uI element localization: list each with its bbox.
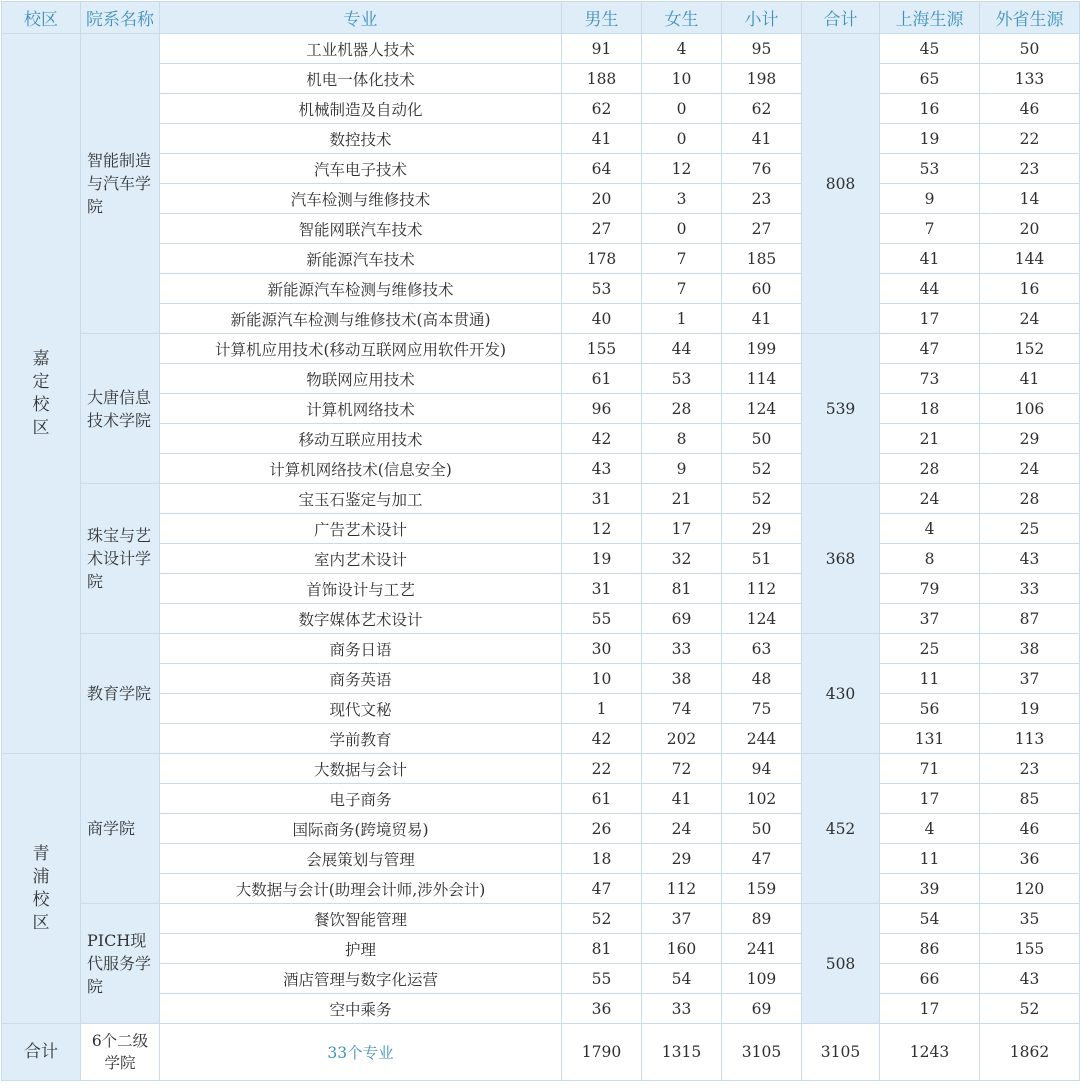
college-cell: 商学院 xyxy=(81,754,160,904)
shanghai-cell: 56 xyxy=(880,694,980,724)
major-cell: 工业机器人技术 xyxy=(160,34,562,64)
table-header xyxy=(2,2,1080,34)
table-row xyxy=(2,334,1080,364)
header-campus: 校区 xyxy=(2,2,81,34)
subtotal-cell: 112 xyxy=(722,574,802,604)
shanghai-cell: 37 xyxy=(880,604,980,634)
female-cell: 160 xyxy=(642,934,722,964)
major-cell: 计算机应用技术(移动互联网应用软件开发) xyxy=(160,334,562,364)
female-cell: 202 xyxy=(642,724,722,754)
male-cell: 178 xyxy=(562,244,642,274)
major-cell: 汽车电子技术 xyxy=(160,154,562,184)
college-cell: PICH现代服务学院 xyxy=(81,904,160,1024)
subtotal-cell: 159 xyxy=(722,874,802,904)
shanghai-cell: 79 xyxy=(880,574,980,604)
subtotal-cell: 41 xyxy=(722,124,802,154)
college-total-cell: 508 xyxy=(802,904,880,1024)
college-cell: 大唐信息技术学院 xyxy=(81,334,160,484)
shanghai-cell: 9 xyxy=(880,184,980,214)
female-cell: 1 xyxy=(642,304,722,334)
table-row xyxy=(2,844,1080,874)
table-row xyxy=(2,994,1080,1024)
other-province-cell: 152 xyxy=(980,334,1080,364)
shanghai-cell: 16 xyxy=(880,94,980,124)
other-province-cell: 46 xyxy=(980,814,1080,844)
male-cell: 62 xyxy=(562,94,642,124)
major-cell: 数控技术 xyxy=(160,124,562,154)
shanghai-cell: 71 xyxy=(880,754,980,784)
shanghai-cell: 45 xyxy=(880,34,980,64)
male-cell: 27 xyxy=(562,214,642,244)
header-row xyxy=(2,2,1080,34)
female-cell: 33 xyxy=(642,994,722,1024)
other-province-cell: 155 xyxy=(980,934,1080,964)
male-cell: 53 xyxy=(562,274,642,304)
female-cell: 32 xyxy=(642,544,722,574)
shanghai-cell: 53 xyxy=(880,154,980,184)
header-male: 男生 xyxy=(562,2,642,34)
shanghai-cell: 18 xyxy=(880,394,980,424)
subtotal-cell: 63 xyxy=(722,634,802,664)
female-cell: 24 xyxy=(642,814,722,844)
major-cell: 酒店管理与数字化运营 xyxy=(160,964,562,994)
subtotal-cell: 94 xyxy=(722,754,802,784)
subtotal-cell: 51 xyxy=(722,544,802,574)
subtotal-cell: 50 xyxy=(722,814,802,844)
other-province-cell: 43 xyxy=(980,964,1080,994)
female-cell: 38 xyxy=(642,664,722,694)
campus-cell: 嘉定校区 xyxy=(2,34,81,754)
major-cell: 物联网应用技术 xyxy=(160,364,562,394)
table-row xyxy=(2,274,1080,304)
major-cell: 餐饮智能管理 xyxy=(160,904,562,934)
summary-total-cell: 3105 xyxy=(802,1024,880,1081)
other-province-cell: 33 xyxy=(980,574,1080,604)
other-province-cell: 19 xyxy=(980,694,1080,724)
female-cell: 9 xyxy=(642,454,722,484)
other-province-cell: 37 xyxy=(980,664,1080,694)
male-cell: 30 xyxy=(562,634,642,664)
summary-major-cell: 33个专业 xyxy=(160,1024,562,1081)
other-province-cell: 24 xyxy=(980,304,1080,334)
major-cell: 商务英语 xyxy=(160,664,562,694)
table-row xyxy=(2,634,1080,664)
table-row xyxy=(2,694,1080,724)
subtotal-cell: 198 xyxy=(722,64,802,94)
summary-female-cell: 1315 xyxy=(642,1024,722,1081)
header-subtotal: 小计 xyxy=(722,2,802,34)
college-total-cell: 368 xyxy=(802,484,880,634)
female-cell: 41 xyxy=(642,784,722,814)
male-cell: 42 xyxy=(562,724,642,754)
female-cell: 0 xyxy=(642,94,722,124)
header-major: 专业 xyxy=(160,2,562,34)
major-cell: 商务日语 xyxy=(160,634,562,664)
subtotal-cell: 60 xyxy=(722,274,802,304)
shanghai-cell: 4 xyxy=(880,514,980,544)
female-cell: 74 xyxy=(642,694,722,724)
major-cell: 国际商务(跨境贸易) xyxy=(160,814,562,844)
table-row xyxy=(2,814,1080,844)
shanghai-cell: 21 xyxy=(880,424,980,454)
shanghai-cell: 7 xyxy=(880,214,980,244)
other-province-cell: 36 xyxy=(980,844,1080,874)
subtotal-cell: 185 xyxy=(722,244,802,274)
header-total: 合计 xyxy=(802,2,880,34)
enrollment-table xyxy=(1,1,1080,1081)
table-row xyxy=(2,244,1080,274)
subtotal-cell: 199 xyxy=(722,334,802,364)
other-province-cell: 144 xyxy=(980,244,1080,274)
shanghai-cell: 25 xyxy=(880,634,980,664)
major-cell: 计算机网络技术 xyxy=(160,394,562,424)
table-row xyxy=(2,454,1080,484)
other-province-cell: 50 xyxy=(980,34,1080,64)
female-cell: 3 xyxy=(642,184,722,214)
subtotal-cell: 89 xyxy=(722,904,802,934)
male-cell: 188 xyxy=(562,64,642,94)
male-cell: 36 xyxy=(562,994,642,1024)
subtotal-cell: 27 xyxy=(722,214,802,244)
other-province-cell: 25 xyxy=(980,514,1080,544)
female-cell: 29 xyxy=(642,844,722,874)
table-row xyxy=(2,484,1080,514)
male-cell: 47 xyxy=(562,874,642,904)
female-cell: 112 xyxy=(642,874,722,904)
shanghai-cell: 65 xyxy=(880,64,980,94)
summary-male-cell: 1790 xyxy=(562,1024,642,1081)
table-row xyxy=(2,184,1080,214)
major-cell: 移动互联应用技术 xyxy=(160,424,562,454)
other-province-cell: 85 xyxy=(980,784,1080,814)
major-cell: 机电一体化技术 xyxy=(160,64,562,94)
table-row xyxy=(2,724,1080,754)
female-cell: 0 xyxy=(642,214,722,244)
shanghai-cell: 41 xyxy=(880,244,980,274)
table-row xyxy=(2,64,1080,94)
other-province-cell: 38 xyxy=(980,634,1080,664)
shanghai-cell: 24 xyxy=(880,484,980,514)
major-cell: 空中乘务 xyxy=(160,994,562,1024)
table-row xyxy=(2,964,1080,994)
major-cell: 学前教育 xyxy=(160,724,562,754)
male-cell: 81 xyxy=(562,934,642,964)
table-row xyxy=(2,784,1080,814)
other-province-cell: 133 xyxy=(980,64,1080,94)
female-cell: 72 xyxy=(642,754,722,784)
campus-cell: 青浦校区 xyxy=(2,754,81,1024)
female-cell: 21 xyxy=(642,484,722,514)
female-cell: 12 xyxy=(642,154,722,184)
table-row xyxy=(2,394,1080,424)
female-cell: 54 xyxy=(642,964,722,994)
major-cell: 宝玉石鉴定与加工 xyxy=(160,484,562,514)
male-cell: 42 xyxy=(562,424,642,454)
summary-shanghai-cell: 1243 xyxy=(880,1024,980,1081)
table-row xyxy=(2,304,1080,334)
summary-other-province-cell: 1862 xyxy=(980,1024,1080,1081)
header-college: 院系名称 xyxy=(81,2,160,34)
other-province-cell: 16 xyxy=(980,274,1080,304)
subtotal-cell: 48 xyxy=(722,664,802,694)
subtotal-cell: 124 xyxy=(722,604,802,634)
major-cell: 新能源汽车检测与维修技术(高本贯通) xyxy=(160,304,562,334)
male-cell: 10 xyxy=(562,664,642,694)
major-cell: 机械制造及自动化 xyxy=(160,94,562,124)
subtotal-cell: 114 xyxy=(722,364,802,394)
male-cell: 19 xyxy=(562,544,642,574)
other-province-cell: 23 xyxy=(980,754,1080,784)
table-row xyxy=(2,424,1080,454)
college-total-cell: 808 xyxy=(802,34,880,334)
major-cell: 新能源汽车检测与维修技术 xyxy=(160,274,562,304)
male-cell: 31 xyxy=(562,574,642,604)
subtotal-cell: 23 xyxy=(722,184,802,214)
shanghai-cell: 54 xyxy=(880,904,980,934)
other-province-cell: 120 xyxy=(980,874,1080,904)
table-row xyxy=(2,664,1080,694)
major-cell: 汽车检测与维修技术 xyxy=(160,184,562,214)
major-cell: 室内艺术设计 xyxy=(160,544,562,574)
subtotal-cell: 241 xyxy=(722,934,802,964)
other-province-cell: 14 xyxy=(980,184,1080,214)
college-total-cell: 452 xyxy=(802,754,880,904)
major-cell: 大数据与会计 xyxy=(160,754,562,784)
table-row xyxy=(2,754,1080,784)
header-shanghai: 上海生源 xyxy=(880,2,980,34)
male-cell: 40 xyxy=(562,304,642,334)
shanghai-cell: 8 xyxy=(880,544,980,574)
table-row xyxy=(2,604,1080,634)
shanghai-cell: 66 xyxy=(880,964,980,994)
female-cell: 69 xyxy=(642,604,722,634)
table-row xyxy=(2,124,1080,154)
shanghai-cell: 73 xyxy=(880,364,980,394)
table-row xyxy=(2,874,1080,904)
table-row xyxy=(2,94,1080,124)
other-province-cell: 52 xyxy=(980,994,1080,1024)
other-province-cell: 106 xyxy=(980,394,1080,424)
major-cell: 计算机网络技术(信息安全) xyxy=(160,454,562,484)
college-total-cell: 539 xyxy=(802,334,880,484)
shanghai-cell: 28 xyxy=(880,454,980,484)
college-cell: 珠宝与艺术设计学院 xyxy=(81,484,160,634)
other-province-cell: 29 xyxy=(980,424,1080,454)
shanghai-cell: 17 xyxy=(880,304,980,334)
other-province-cell: 46 xyxy=(980,94,1080,124)
other-province-cell: 113 xyxy=(980,724,1080,754)
subtotal-cell: 41 xyxy=(722,304,802,334)
female-cell: 81 xyxy=(642,574,722,604)
shanghai-cell: 11 xyxy=(880,844,980,874)
major-cell: 大数据与会计(助理会计师,涉外会计) xyxy=(160,874,562,904)
major-cell: 首饰设计与工艺 xyxy=(160,574,562,604)
table-row xyxy=(2,574,1080,604)
college-cell: 教育学院 xyxy=(81,634,160,754)
male-cell: 96 xyxy=(562,394,642,424)
subtotal-cell: 75 xyxy=(722,694,802,724)
major-cell: 护理 xyxy=(160,934,562,964)
male-cell: 155 xyxy=(562,334,642,364)
shanghai-cell: 17 xyxy=(880,784,980,814)
female-cell: 7 xyxy=(642,244,722,274)
subtotal-cell: 95 xyxy=(722,34,802,64)
female-cell: 44 xyxy=(642,334,722,364)
male-cell: 41 xyxy=(562,124,642,154)
other-province-cell: 28 xyxy=(980,484,1080,514)
major-cell: 电子商务 xyxy=(160,784,562,814)
header-female: 女生 xyxy=(642,2,722,34)
college-cell: 智能制造与汽车学院 xyxy=(81,34,160,334)
summary-row xyxy=(2,1024,1080,1081)
male-cell: 55 xyxy=(562,964,642,994)
female-cell: 0 xyxy=(642,124,722,154)
subtotal-cell: 52 xyxy=(722,484,802,514)
other-province-cell: 22 xyxy=(980,124,1080,154)
major-cell: 现代文秘 xyxy=(160,694,562,724)
shanghai-cell: 19 xyxy=(880,124,980,154)
subtotal-cell: 29 xyxy=(722,514,802,544)
male-cell: 91 xyxy=(562,34,642,64)
other-province-cell: 87 xyxy=(980,604,1080,634)
shanghai-cell: 86 xyxy=(880,934,980,964)
summary-college-cell: 6个二级学院 xyxy=(81,1024,160,1081)
other-province-cell: 23 xyxy=(980,154,1080,184)
subtotal-cell: 244 xyxy=(722,724,802,754)
male-cell: 22 xyxy=(562,754,642,784)
female-cell: 37 xyxy=(642,904,722,934)
shanghai-cell: 131 xyxy=(880,724,980,754)
major-cell: 数字媒体艺术设计 xyxy=(160,604,562,634)
major-cell: 广告艺术设计 xyxy=(160,514,562,544)
female-cell: 17 xyxy=(642,514,722,544)
major-cell: 会展策划与管理 xyxy=(160,844,562,874)
other-province-cell: 35 xyxy=(980,904,1080,934)
other-province-cell: 24 xyxy=(980,454,1080,484)
female-cell: 10 xyxy=(642,64,722,94)
header-other-province: 外省生源 xyxy=(980,2,1080,34)
shanghai-cell: 17 xyxy=(880,994,980,1024)
subtotal-cell: 62 xyxy=(722,94,802,124)
subtotal-cell: 76 xyxy=(722,154,802,184)
subtotal-cell: 109 xyxy=(722,964,802,994)
female-cell: 8 xyxy=(642,424,722,454)
shanghai-cell: 39 xyxy=(880,874,980,904)
table-body xyxy=(2,34,1080,1081)
male-cell: 1 xyxy=(562,694,642,724)
table-row xyxy=(2,214,1080,244)
major-cell: 智能网联汽车技术 xyxy=(160,214,562,244)
summary-subtotal-cell: 3105 xyxy=(722,1024,802,1081)
female-cell: 7 xyxy=(642,274,722,304)
subtotal-cell: 124 xyxy=(722,394,802,424)
other-province-cell: 43 xyxy=(980,544,1080,574)
table-row xyxy=(2,514,1080,544)
male-cell: 43 xyxy=(562,454,642,484)
male-cell: 12 xyxy=(562,514,642,544)
table-row xyxy=(2,934,1080,964)
table-row xyxy=(2,34,1080,64)
male-cell: 61 xyxy=(562,364,642,394)
other-province-cell: 41 xyxy=(980,364,1080,394)
major-cell: 新能源汽车技术 xyxy=(160,244,562,274)
male-cell: 52 xyxy=(562,904,642,934)
subtotal-cell: 47 xyxy=(722,844,802,874)
shanghai-cell: 4 xyxy=(880,814,980,844)
male-cell: 64 xyxy=(562,154,642,184)
female-cell: 53 xyxy=(642,364,722,394)
summary-campus-cell: 合计 xyxy=(2,1024,81,1081)
male-cell: 26 xyxy=(562,814,642,844)
male-cell: 18 xyxy=(562,844,642,874)
subtotal-cell: 52 xyxy=(722,454,802,484)
shanghai-cell: 47 xyxy=(880,334,980,364)
shanghai-cell: 11 xyxy=(880,664,980,694)
shanghai-cell: 44 xyxy=(880,274,980,304)
female-cell: 33 xyxy=(642,634,722,664)
table-row xyxy=(2,904,1080,934)
female-cell: 4 xyxy=(642,34,722,64)
table-row xyxy=(2,544,1080,574)
male-cell: 31 xyxy=(562,484,642,514)
subtotal-cell: 102 xyxy=(722,784,802,814)
subtotal-cell: 69 xyxy=(722,994,802,1024)
table-row xyxy=(2,154,1080,184)
male-cell: 55 xyxy=(562,604,642,634)
male-cell: 20 xyxy=(562,184,642,214)
college-total-cell: 430 xyxy=(802,634,880,754)
male-cell: 61 xyxy=(562,784,642,814)
table-row xyxy=(2,364,1080,394)
female-cell: 28 xyxy=(642,394,722,424)
other-province-cell: 20 xyxy=(980,214,1080,244)
subtotal-cell: 50 xyxy=(722,424,802,454)
